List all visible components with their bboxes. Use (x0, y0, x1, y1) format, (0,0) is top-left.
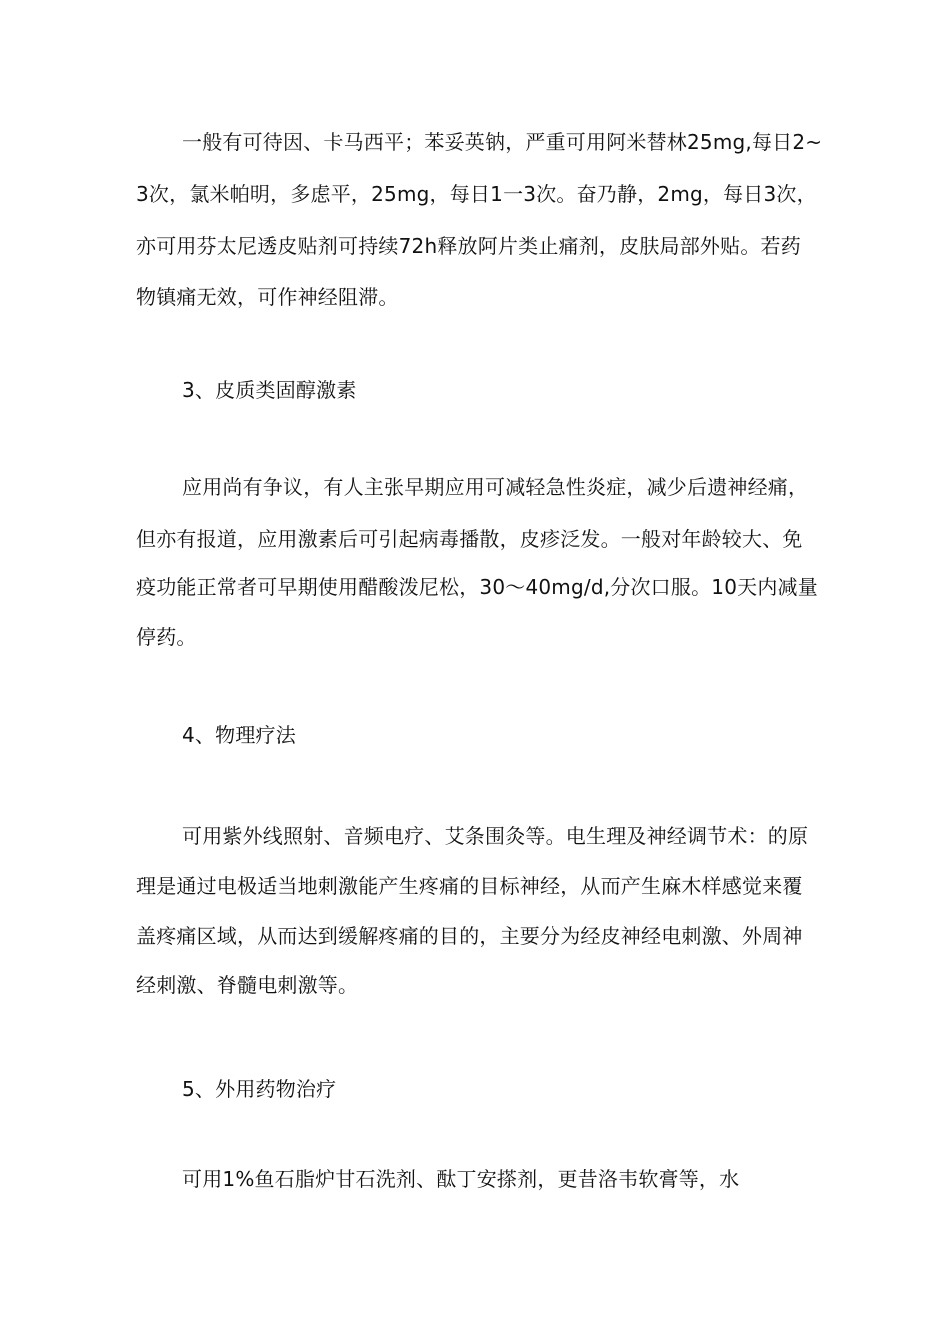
paragraph-2-line-1: 应用尚有争议，有人主张早期应用可减轻急性炎症，减少后遗神经痛， (182, 475, 809, 499)
paragraph-3-line-1: 可用紫外线照射、音频电疗、艾条围灸等。电生理及神经调节术：的原 (182, 824, 809, 848)
paragraph-1-line-3: 亦可用芬太尼透皮贴剂可持续72h释放阿片类止痛剂，皮肤局部外贴。若药 (136, 234, 801, 258)
paragraph-3-line-3: 盖疼痛区域，从而达到缓解疼痛的目的，主要分为经皮神经电刺激、外周神 (136, 924, 803, 948)
paragraph-2-line-2: 但亦有报道，应用激素后可引起病毒播散，皮疹泛发。一般对年龄较大、免 (136, 527, 803, 551)
paragraph-3-line-2: 理是通过电极适当地刺激能产生疼痛的目标神经，从而产生麻木样感觉来覆 (136, 874, 803, 898)
section-heading-5: 5、外用药物治疗 (182, 1077, 337, 1101)
paragraph-2-line-3: 疫功能正常者可早期使用醋酸泼尼松，30〜40mg/d,分次口服。10天内减量 (136, 575, 818, 599)
paragraph-2-line-4: 停药。 (136, 625, 197, 649)
paragraph-1-line-4: 物镇痛无效，可作神经阻滞。 (136, 285, 399, 309)
section-heading-4: 4、物理疗法 (182, 723, 296, 747)
section-heading-3: 3、皮质类固醇激素 (182, 378, 357, 402)
paragraph-4-line-1: 可用1%鱼石脂炉甘石洗剂、酞丁安搽剂，更昔洛韦软膏等，水 (182, 1167, 740, 1191)
paragraph-3-line-4: 经刺激、脊髓电刺激等。 (136, 973, 359, 997)
paragraph-1-line-2: 3次，氯米帕明，多虑平，25mg，每日1一3次。奋乃静，2mg，每日3次， (136, 182, 817, 206)
paragraph-1-line-1: 一般有可待因、卡马西平；苯妥英钠，严重可用阿米替林25mg,每日2~ (182, 130, 823, 154)
